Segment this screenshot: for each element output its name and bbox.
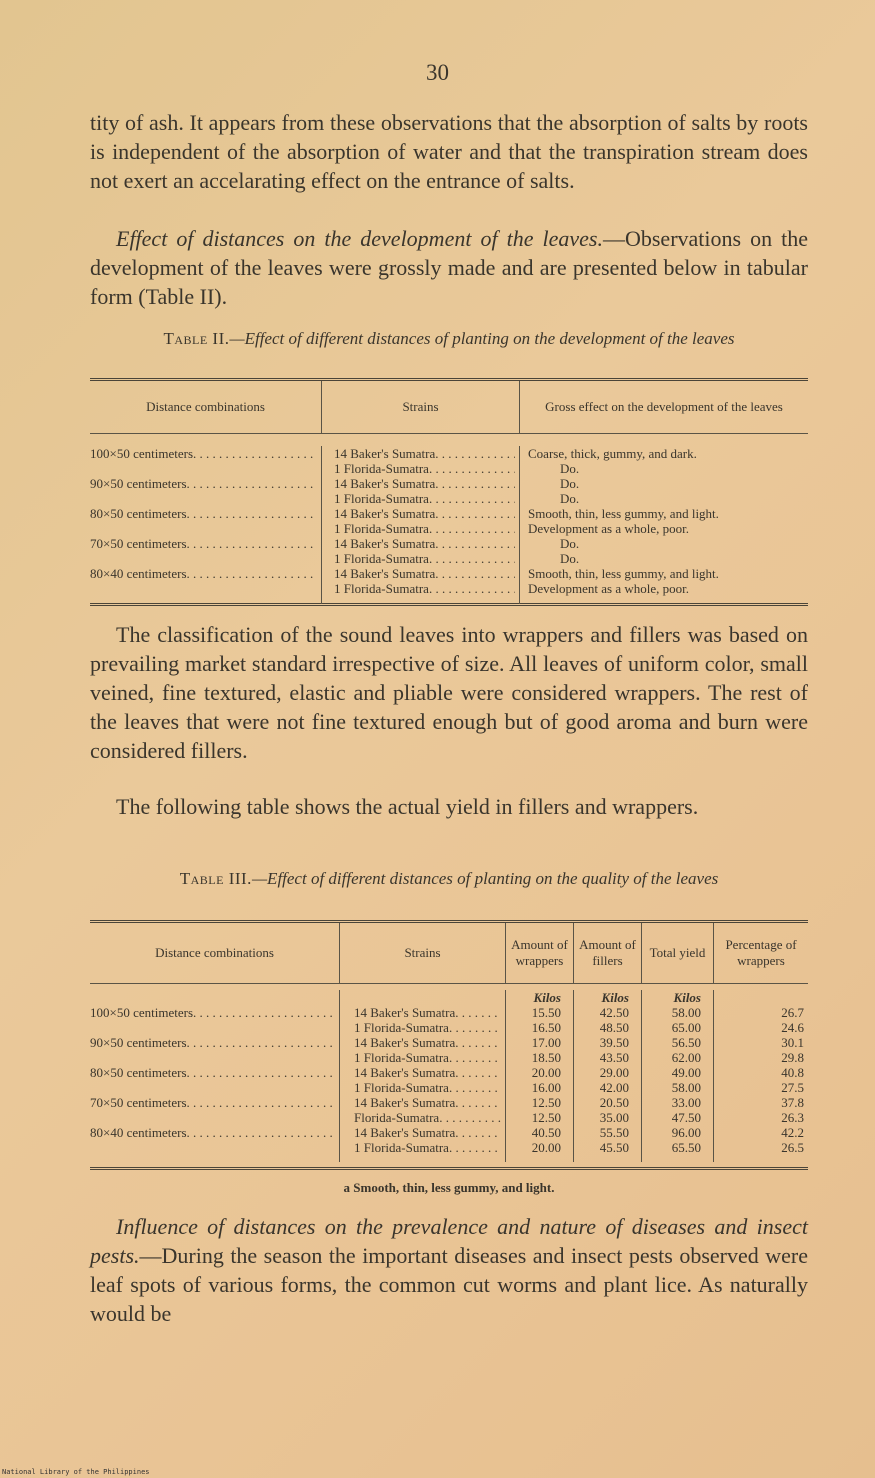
table2-strain-cell: 1 Florida-Sumatra . . . (334, 521, 515, 536)
table2-distance-row: 90×50 centimeters . . . (90, 476, 317, 491)
table3-percent-cell: 30.1 (781, 1035, 804, 1050)
table3-caption-text: —Effect of different distances of planting on the quality of the leaves (251, 869, 719, 888)
table3-percent-cell: 26.5 (781, 1140, 804, 1155)
table3-wrappers-cell: 20.00 (531, 1140, 561, 1155)
table3-percent-cell: 26.3 (781, 1110, 804, 1125)
table2-header-distance: Distance combinations (90, 381, 322, 433)
table3-fillers-cell: 48.50 (599, 1020, 629, 1035)
table2-body (90, 434, 808, 604)
table2-header-strains: Strains (322, 381, 520, 433)
table3-distance-row: 80×50 centimeters . . . (90, 1065, 335, 1080)
table2-strain-cell: 1 Florida-Sumatra . . . (334, 461, 515, 476)
table3-percent-cell: 40.8 (781, 1065, 804, 1080)
table3-wrappers-cell: 16.00 (531, 1080, 561, 1095)
table2-strain-cell: 14 Baker's Sumatra . . . (334, 536, 515, 551)
paragraph-text: —Observations on the development of the leaves were grossly made and are presented below in tabular form (Table II). (90, 226, 808, 309)
table2-strain-cell: 14 Baker's Sumatra . . . (334, 446, 515, 461)
table2-effect-column (520, 446, 808, 604)
table3-total-cell: 58.00 (671, 1080, 701, 1095)
table3-caption-label: Table III. (179, 869, 252, 888)
table3-footnote: a Smooth, thin, less gummy, and light. (343, 1180, 555, 1195)
table3-fillers-cell: 39.50 (599, 1035, 629, 1050)
page-number: 30 (426, 60, 449, 85)
table2-effect-cell: Do. (560, 536, 580, 551)
table3-total-cell: 49.00 (671, 1065, 701, 1080)
table3-total-cell: 96.00 (671, 1125, 701, 1140)
table3-header-fillers: Amount of fillers (574, 923, 642, 983)
table3-strain-cell: Florida-Sumatra . . . (354, 1110, 501, 1125)
table3-total-cell: 56.50 (671, 1035, 701, 1050)
paragraph-effect-distances (90, 224, 808, 311)
table3-total-cell: 62.00 (671, 1050, 701, 1065)
table3-strain-column (340, 990, 506, 1162)
paragraph-classification: The classification of the sound leaves into wrappers and fillers was based on prevailing market standard irrespective of size. All leaves of uniform color, small veined, fine textured, elastic and pliable were considered wrappers. The rest of the leaves that were not fine textured enough but of good aroma and burn were considered fillers. (90, 622, 808, 763)
table2-header-row (90, 381, 808, 434)
table3-distance-row: 90×50 centimeters . . . (90, 1035, 335, 1050)
table2-distance-row: 80×50 centimeters . . . (90, 506, 317, 521)
table2-header-effect: Gross effect on the development of the leaves (545, 399, 783, 414)
table3-unit-label: Kilos (533, 990, 561, 1005)
table3-fillers-cell: 42.50 (599, 1005, 629, 1020)
table3-total-cell: 58.00 (671, 1005, 701, 1020)
table3-wrappers-cell: 17.00 (531, 1035, 561, 1050)
table3-distance-row: 100×50 centimeters . . . (90, 1005, 335, 1020)
table3-wrappers-cell: 15.50 (531, 1005, 561, 1020)
table2-distance-row: 70×50 centimeters . . . (90, 536, 317, 551)
table2-strain-cell: 1 Florida-Sumatra . . . (334, 551, 515, 566)
table3-fillers-cell: 42.00 (599, 1080, 629, 1095)
table3-percent-cell: 42.2 (781, 1125, 804, 1140)
table2-distance-row: 80×40 centimeters . . . (90, 566, 317, 581)
table3-percent-cell: 24.6 (781, 1020, 804, 1035)
paragraph-following-table: The following table shows the actual yield in fillers and wrappers. (116, 794, 699, 819)
table3-wrappers-cell: 12.50 (531, 1095, 561, 1110)
table2-strain-cell: 14 Baker's Sumatra . . . (334, 476, 515, 491)
table3-wrappers-cell: 12.50 (531, 1110, 561, 1125)
table3-strain-cell: 14 Baker's Sumatra . . . (354, 1035, 501, 1050)
table3-total-cell: 65.50 (671, 1140, 701, 1155)
table3-header-row (90, 923, 808, 984)
table-3 (90, 920, 808, 1170)
table3-percent-cell: 26.7 (781, 1005, 804, 1020)
table3-wrappers-cell: 40.50 (531, 1125, 561, 1140)
table2-distance-column (90, 446, 322, 604)
table2-effect-cell: Smooth, thin, less gummy, and light. (528, 506, 719, 521)
table3-strain-cell: 1 Florida-Sumatra . . . (354, 1080, 501, 1095)
table3-fillers-cell: 20.50 (599, 1095, 629, 1110)
table3-percent-cell: 37.8 (781, 1095, 804, 1110)
table3-strain-cell: 1 Florida-Sumatra . . . (354, 1050, 501, 1065)
table2-caption-text: —Effect of different distances of planting on the development of the leaves (229, 329, 735, 348)
table3-strain-cell: 1 Florida-Sumatra . . . (354, 1140, 501, 1155)
table3-distance-row: 80×40 centimeters . . . (90, 1125, 335, 1140)
table3-caption (90, 866, 808, 891)
table3-fillers-cell: 45.50 (599, 1140, 629, 1155)
table3-fillers-cell: 55.50 (599, 1125, 629, 1140)
table2-strain-column (322, 446, 520, 604)
table2-effect-cell: Smooth, thin, less gummy, and light. (528, 566, 719, 581)
table3-distance-row: 70×50 centimeters . . . (90, 1095, 335, 1110)
table2-effect-cell: Do. (560, 461, 580, 476)
table3-header-percent: Percentage of wrappers (725, 937, 797, 968)
table2-distance-row: 100×50 centimeters . . . (90, 446, 317, 461)
table3-body (90, 984, 808, 1162)
table3-strain-cell: 14 Baker's Sumatra . . . (354, 1065, 501, 1080)
table2-strain-cell: 14 Baker's Sumatra . . . (334, 566, 515, 581)
table3-header-total: Total yield (642, 923, 714, 983)
paragraph-text: —During the season the important diseases and insect pests observed were leaf spots of various forms, the common cut worms and plant lice. As naturally would be (90, 1243, 808, 1326)
table3-header-strains: Strains (340, 923, 506, 983)
table2-strain-cell: 1 Florida-Sumatra . . . (334, 491, 515, 506)
table2-effect-cell: Do. (560, 551, 580, 566)
paragraph-ash: tity of ash. It appears from these observations that the absorption of salts by roots is independent of the absorption of water and that the transpiration stream does not exert an accelarating effect on the entrance of salts. (90, 110, 808, 193)
table3-distance-column (90, 990, 340, 1162)
table2-caption (90, 326, 808, 351)
table3-total-cell: 65.00 (671, 1020, 701, 1035)
table2-effect-cell: Do. (560, 476, 580, 491)
table3-fillers-cell: 29.00 (599, 1065, 629, 1080)
table3-percent-cell: 29.8 (781, 1050, 804, 1065)
table-2 (90, 378, 808, 606)
library-credit: National Library of the Philippines (2, 1468, 150, 1476)
table3-wrappers-cell: 16.50 (531, 1020, 561, 1035)
paragraph-heading: Influence of distances on the prevalence and nature of diseases and insect pests. (90, 1214, 808, 1268)
table3-wrappers-cell: 18.50 (531, 1050, 561, 1065)
table3-total-cell: 33.00 (671, 1095, 701, 1110)
table3-wrappers-column (506, 990, 574, 1162)
table3-total-column (642, 990, 714, 1162)
table3-strain-cell: 14 Baker's Sumatra . . . (354, 1005, 501, 1020)
table3-header-wrappers: Amount of wrappers (506, 923, 574, 983)
table2-strain-cell: 14 Baker's Sumatra . . . (334, 506, 515, 521)
table3-total-cell: 47.50 (671, 1110, 701, 1125)
paragraph-heading: Effect of distances on the development of the leaves. (116, 226, 603, 251)
table2-strain-cell: 1 Florida-Sumatra . . . (334, 581, 515, 596)
table3-percent-column (714, 990, 808, 1162)
table3-header-distance: Distance combinations (90, 923, 340, 983)
table3-strain-cell: 14 Baker's Sumatra . . . (354, 1095, 501, 1110)
table2-effect-cell: Development as a whole, poor. (528, 581, 690, 596)
table3-unit-label: Kilos (601, 990, 629, 1005)
table3-percent-cell: 27.5 (781, 1080, 804, 1095)
table3-unit-label: Kilos (673, 990, 701, 1005)
table3-strain-cell: 14 Baker's Sumatra . . . (354, 1125, 501, 1140)
table2-caption-label: Table II. (163, 329, 230, 348)
table3-fillers-cell: 35.00 (599, 1110, 629, 1125)
table2-effect-cell: Do. (560, 491, 580, 506)
table2-effect-cell: Development as a whole, poor. (528, 521, 690, 536)
table2-effect-cell: Coarse, thick, gummy, and dark. (528, 446, 697, 461)
table3-fillers-column (574, 990, 642, 1162)
table3-strain-cell: 1 Florida-Sumatra . . . (354, 1020, 501, 1035)
table3-fillers-cell: 43.50 (599, 1050, 629, 1065)
paragraph-diseases (90, 1212, 808, 1328)
table3-wrappers-cell: 20.00 (531, 1065, 561, 1080)
